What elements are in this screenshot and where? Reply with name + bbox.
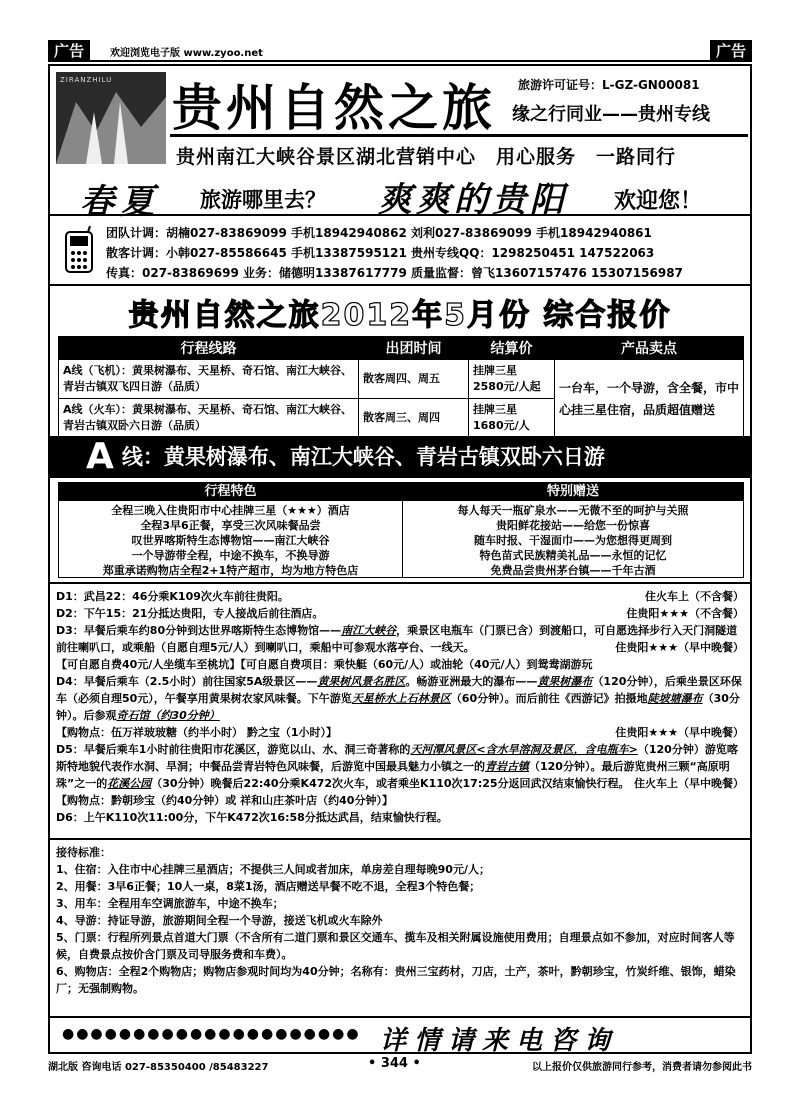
footer-contact: 湖北版 咨询电话 027-85350400 /85483227 bbox=[48, 1062, 269, 1073]
day-6: D6：上午K110次11:00分，下午K472次16:58分抵达武昌，结束愉快行程。 bbox=[56, 811, 448, 824]
header-price: 结算价 bbox=[469, 337, 555, 360]
tagline: 贵州南江大峡谷景区湖北营销中心 用心服务 一路同行 bbox=[176, 146, 677, 168]
ad-label-right: 广告 bbox=[710, 40, 752, 62]
divider bbox=[170, 134, 748, 137]
list-item: 4、导游：持证导游，旅游期间全程一个导游，接送飞机或火车除外 bbox=[56, 914, 383, 927]
day-4-text-4: （60分钟）。而后前往《西游记》拍摄地 bbox=[450, 692, 648, 705]
route-cell: A线（火车）：黄果树瀑布、天星桥、奇石馆、南江大峡谷、青岩古镇双卧六日游（品质） bbox=[59, 399, 359, 438]
day-5 bbox=[56, 741, 744, 792]
day-2 bbox=[56, 605, 744, 622]
top-bar bbox=[48, 40, 752, 62]
header-time: 出团时间 bbox=[359, 337, 469, 360]
features-list bbox=[59, 503, 402, 578]
day-4 bbox=[56, 673, 744, 724]
contact-line-3: 传真：027-83869699 业务：储德明13387617779 质量监督：曾飞13607157476 15307156987 bbox=[106, 266, 683, 280]
shopping-2: 【购物点：黔朝珍宝（约40分钟）或 祥和山庄茶叶店（约40分钟）】 bbox=[56, 794, 393, 807]
list-item: 叹世界喀斯特生态博物馆——南江大峡谷 bbox=[131, 534, 330, 547]
price-cell: 挂牌三星 2580元/人起 bbox=[469, 360, 555, 399]
list-item: 每人每天一瓶矿泉水——无微不至的呵护与关照 bbox=[457, 504, 689, 517]
day-4-spot-3: 天星桥水上石林景区 bbox=[351, 692, 451, 705]
shopping-1-text: 【购物点：伍万祥玻玻糖（约半小时） 黔之宝（1小时）】 bbox=[56, 726, 337, 739]
header-selling: 产品卖点 bbox=[555, 337, 744, 360]
welcome-text: 欢迎您！ bbox=[614, 189, 703, 214]
page-title: 贵州自然之旅2012年5月份 综合报价 bbox=[128, 298, 672, 333]
day-4-text-3: （120分钟），后乘坐景区环保车（必须自理50元），午餐享用黄果树农家风味餐。下午游览 bbox=[56, 675, 742, 705]
day-4-spot-4: 陡坡塘瀑布 bbox=[647, 692, 703, 705]
page-number: • 344 • bbox=[368, 1056, 421, 1071]
brand-logo bbox=[56, 72, 166, 164]
ad-frame bbox=[48, 64, 752, 1054]
call-banner bbox=[50, 1016, 750, 1056]
page-footer bbox=[48, 1056, 752, 1074]
table-row bbox=[59, 360, 744, 399]
header bbox=[50, 66, 750, 222]
day-4-text-5: （30分钟）。后参观 bbox=[56, 692, 740, 722]
line-a-banner bbox=[50, 436, 750, 478]
optional-items: 【可自愿自费40元/人坐缆车至桃坑】【可自愿自费项目：乘快艇（60元/人）或油轮（40元/人）到鸳鸯湖游玩 bbox=[56, 658, 593, 671]
list-item: 免费品尝贵州茅台镇——千年古酒 bbox=[490, 564, 656, 577]
day-3-text: D3：早餐后乘车约80分钟到达世界喀斯特生态博物馆—— bbox=[56, 624, 342, 637]
cool-guiyang: 爽爽的贵阳 bbox=[378, 180, 568, 220]
price-table bbox=[58, 336, 744, 438]
slogan: 缘之行同业——贵州专线 bbox=[512, 104, 710, 125]
list-item: 贵阳鲜花接站——给您一份惊喜 bbox=[496, 519, 650, 532]
price-cell: 挂牌三星 1680元/人 bbox=[469, 399, 555, 438]
day-4-lodging: 住贵阳★★★（早中晚餐） bbox=[615, 726, 744, 739]
gifts-header: 特别赠送 bbox=[403, 483, 743, 501]
day-4-spot: 黄果树风景名胜区 bbox=[317, 675, 406, 688]
itinerary bbox=[50, 582, 750, 826]
service-standards bbox=[50, 838, 750, 997]
list-item: 全程3早6正餐，享受三次风味餐品尝 bbox=[140, 519, 321, 532]
selling-point-cell: 一台车，一个导游，含全餐，市中心挂三星住宿，品质超值赠送 bbox=[555, 360, 744, 438]
list-item: 2、用餐：3早6正餐；10人一桌，8菜1汤，酒店赠送早餐不吃不退，全程3个特色餐； bbox=[56, 880, 481, 893]
day-4-text: D4：早餐后乘车（2.5小时）前往国家5A级景区—— bbox=[56, 675, 318, 688]
features-header: 行程特色 bbox=[59, 483, 402, 501]
day-2-lodging: 住贵阳★★★（不含餐） bbox=[626, 607, 744, 620]
list-item: 特色苗式民族精美礼品——永恒的记忆 bbox=[479, 549, 667, 562]
day-2-text: D2：下午15：21分抵达贵阳，专人接战后前往酒店。 bbox=[56, 607, 324, 620]
day-5-text-3: （120分钟）。最后游览贵州三颗“高原明珠”之一的 bbox=[56, 760, 730, 790]
time-cell: 散客周四、周五 bbox=[359, 360, 469, 399]
day-5-text-2: （120分钟）游览喀斯特地貌代表作水洞、旱洞；中餐品尝青岩特色风味餐，后游览中国最具魅力小镇之一的 bbox=[56, 743, 738, 773]
route-cell: A线（飞机）：黄果树瀑布、天星桥、奇石馆、南江大峡谷、青岩古镇双飞四日游（品质） bbox=[59, 360, 359, 399]
shopping-1 bbox=[56, 724, 744, 741]
logo-text: ZIRANZHILU bbox=[60, 76, 113, 84]
day-3-text-2: ，乘景区电瓶车（门票已含）到渡船口，可自愿选择步行入天门洞隧道前往喇叭口，或乘船（自愿自理5元/人）到喇叭口，乘船中可参观水落亭台、一线天。 bbox=[56, 624, 738, 654]
day-3 bbox=[56, 622, 744, 656]
dot-divider: ●●●●●●●●●●●●●●●●●●●●● bbox=[62, 1026, 361, 1042]
contact-line-1: 团队计调：胡楠027-83869099 手机18942940862 刘利027-83869099 手机18942940861 bbox=[106, 226, 652, 240]
day-1-text: D1：武昌22：46分乘K109次火车前往贵阳。 bbox=[56, 590, 289, 603]
standards-title: 接待标准： bbox=[56, 846, 111, 859]
list-item: 3、用车：全程用车空调旅游车，中途不换车； bbox=[56, 897, 284, 910]
time-cell: 散客周三、周四 bbox=[359, 399, 469, 438]
day-1-lodging: 住火车上（不含餐） bbox=[645, 590, 744, 603]
call-text: 详情请来电咨询 bbox=[380, 1026, 619, 1056]
site-link[interactable]: 欢迎浏览电子版 www.zyoo.net bbox=[110, 48, 263, 59]
day-4-text-2: 。畅游亚洲最大的瀑布—— bbox=[405, 675, 538, 688]
travel-question: 旅游哪里去？ bbox=[200, 188, 326, 212]
day-5-text-4: （30分钟）晚餐后22:40分乘K472次火车，或者乘坐K110次17:25分返回武汉结束愉快行程。 bbox=[151, 777, 630, 790]
contacts bbox=[50, 218, 750, 286]
day-3-lodging: 住贵阳★★★（早中晚餐） bbox=[615, 641, 744, 654]
list-item: 一个导游带全程，中途不换车，不换导游 bbox=[131, 549, 330, 562]
list-item: 6、购物店：全程2个购物店；购物店参观时间均为40分钟；名称有：贵州三宝药材，刀店，土产，茶叶，黔朝珍宝，竹炭纤维、银饰，蜡染厂；无强制购物。 bbox=[56, 965, 736, 995]
license-number: 旅游许可证号：L-GZ-GN00081 bbox=[518, 78, 700, 92]
line-letter: A bbox=[86, 436, 114, 477]
day-5-spot-2: 青岩古镇 bbox=[485, 760, 529, 773]
list-item: 1、住宿：入住市中心挂牌三星酒店；不提供三人间或者加床，单房差自理每晚90元/人； bbox=[56, 863, 490, 876]
phone-icon bbox=[62, 226, 96, 274]
day-5-text: D5：早餐后乘车1小时前往贵阳市花溪区，游览以山、水、洞三奇著称的 bbox=[56, 743, 411, 756]
brand-title: 贵州自然之旅 bbox=[172, 78, 496, 137]
waterfall-icon bbox=[56, 72, 166, 164]
header-route: 行程线路 bbox=[59, 337, 359, 360]
line-a-title: 线：黄果树瀑布、南江大峡谷、青岩古镇双卧六日游 bbox=[121, 445, 605, 469]
day-4-spot-2: 黄果树瀑布 bbox=[537, 675, 593, 688]
list-item: 随车时报、干湿面巾——为您想得更周到 bbox=[474, 534, 672, 547]
features-box bbox=[58, 482, 744, 578]
day-5-lodging: 住火车上（早中晚餐） bbox=[634, 777, 744, 790]
list-item: 郑重承诺购物店全程2+1特产超市，均为地方特色店 bbox=[102, 564, 359, 577]
spring-summer: 春夏 bbox=[80, 182, 160, 222]
list-item: 5、门票：行程所列景点首道大门票（不含所有二道门票和景区交通车、揽车及相关附属设施使用费用；自理景点如不参加，对应时间客人等候，自费景点按价含门票及司导服务费和车费）。 bbox=[56, 931, 735, 961]
day-5-spot-3: 花溪公园 bbox=[107, 777, 152, 790]
ad-label-left: 广告 bbox=[48, 40, 90, 62]
day-4-spot-5: 奇石馆（约30分钟） bbox=[116, 709, 220, 722]
footer-disclaimer: 以上报价仅供旅游同行参考，消费者请勿参阅此书 bbox=[532, 1062, 752, 1073]
day-5-spot: 天河潭风景区<含水旱溶洞及景区，含电瓶车> bbox=[410, 743, 638, 756]
list-item: 全程三晚入住贵阳市中心挂牌三星（★★★）酒店 bbox=[111, 504, 350, 517]
contact-line-2: 散客计调：小韩027-85586645 手机13387595121 贵州专线QQ：1298250451 147522063 bbox=[106, 246, 655, 260]
day-3-spot: 南江大峡谷 bbox=[341, 624, 397, 637]
gifts-list bbox=[403, 503, 743, 578]
day-1 bbox=[56, 588, 744, 605]
